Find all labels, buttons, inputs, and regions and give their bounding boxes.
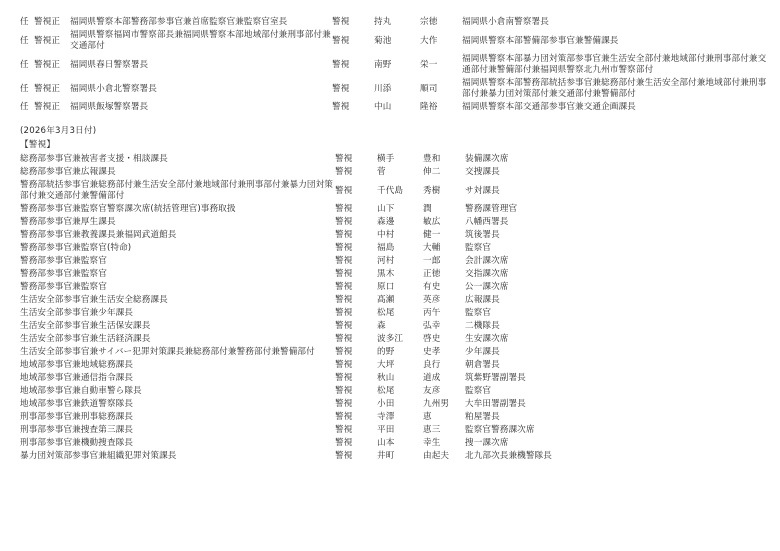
table-row [20,216,772,229]
cell-post-old: 筑後署長 [465,230,500,241]
cell-given-name: 順司 [420,83,438,94]
cell-post-old: 装備課次席 [465,154,509,165]
appointments-table [20,16,772,114]
cell-surname: 大坪 [377,360,395,371]
cell-rank: 警視 [335,399,353,410]
cell-given-name: 大輔 [423,243,441,254]
table-row [20,16,772,29]
cell-given-name: 正徳 [423,269,441,280]
cell-surname: 川添 [374,83,392,94]
cell-post-old: 少年課長 [465,347,500,358]
cell-rank-before: 警視正 [34,35,61,46]
cell-surname: 寺澤 [377,412,395,423]
cell-post-new: 生活安全部参事官兼生活安全総務課長 [20,295,168,306]
cell-rank: 警視 [335,243,353,254]
cell-given-name: 友彦 [423,386,441,397]
cell-rank: 警視 [335,282,353,293]
cell-given-name: 栄一 [420,59,438,70]
table-row [20,281,772,294]
table-row [20,229,772,242]
cell-surname: 山下 [377,204,395,215]
cell-given-name: 九州男 [423,399,450,410]
cell-rank: 警視 [335,425,353,436]
cell-given-name: 幸生 [423,438,441,449]
cell-post-new: 警務部参事官兼監察官 [20,256,107,267]
cell-surname: 千代島 [377,185,404,196]
cell-rank-before: 警視正 [34,59,61,70]
cell-post-new: 地域部参事官兼地域総務課長 [20,360,134,371]
cell-post-old: 二機隊長 [465,321,500,332]
cell-given-name: 良行 [423,360,441,371]
cell-post-after: 福岡県警察本部警務部統括参事官兼総務部付兼生活安全部付兼地域部付兼刑事部付兼暴力団対策部付兼交通部付兼警備部付 [462,78,767,99]
table-row [20,203,772,216]
cell-rank: 警視 [335,321,353,332]
cell-rank-after: 警視 [332,17,350,27]
cell-surname: 黒木 [377,269,395,280]
cell-post-after: 福岡県警察本部交通部参事官兼交通企画課長 [462,102,636,112]
cell-given-name: 恵 [423,412,432,423]
cell-post-old: 捜一課次席 [465,438,509,449]
table-row [20,333,772,346]
cell-post-old: 交捜課長 [465,167,500,178]
cell-given-name: 道成 [423,373,441,384]
cell-rank: 警視 [335,334,353,345]
cell-action: 任 [20,83,29,94]
table-row [20,255,772,268]
cell-surname: 菊池 [374,35,392,46]
cell-surname: 福島 [377,243,395,254]
cell-post-new: 警務部参事官兼教養課長兼福岡武道館長 [20,230,177,241]
cell-rank: 警視 [335,167,353,178]
cell-rank: 警視 [335,360,353,371]
effective-date-label: (2026年3月3日付) [20,126,97,136]
cell-surname: 南野 [374,59,392,70]
cell-post-old: 監察官 [465,308,492,319]
table-row [20,320,772,333]
cell-rank: 警視 [335,217,353,228]
cell-post-old: 交指課次席 [465,269,509,280]
cell-rank: 警視 [335,295,353,306]
cell-post-new: 警務部参事官兼監察官 [20,282,107,293]
cell-action: 任 [20,35,29,46]
cell-action: 任 [20,17,29,27]
cell-post-after: 福岡県小倉南警察署長 [462,17,549,27]
cell-post-new: 生活安全部参事官兼サイバー犯罪対策課長兼総務部付兼警務部付兼警備部付 [20,347,315,358]
rank-section-heading: 【警視】 [20,140,56,151]
cell-given-name: 一郎 [423,256,441,267]
cell-post-before: 福岡県警察福岡市警察部長兼福岡県警察本部地域部付兼刑事部付兼交通部付 [70,30,331,51]
cell-post-old: 監察官警務課次席 [465,425,535,436]
cell-rank: 警視 [335,386,353,397]
cell-post-before: 福岡県警察本部警務部参事官兼首席監察官兼監察官室長 [70,17,288,27]
cell-rank: 警視 [335,373,353,384]
cell-given-name: 敏広 [423,217,441,228]
cell-surname: 中山 [374,102,392,112]
promotions-table [20,153,772,463]
table-row [20,437,772,450]
cell-rank: 警視 [335,347,353,358]
cell-surname: 横手 [377,154,395,165]
cell-surname: 菅 [377,167,386,178]
cell-post-before: 福岡県小倉北警察署長 [70,83,157,94]
cell-post-new: 刑事部参事官兼機動捜査隊長 [20,438,134,449]
cell-given-name: 宗徳 [420,17,438,27]
cell-given-name: 丙午 [423,308,441,319]
cell-given-name: 由起夫 [423,451,450,462]
cell-rank-after: 警視 [332,102,350,112]
cell-given-name: 有史 [423,282,441,293]
cell-rank: 警視 [335,185,353,196]
cell-action: 任 [20,102,29,112]
cell-surname: 河村 [377,256,395,267]
cell-rank: 警視 [335,230,353,241]
cell-rank: 警視 [335,451,353,462]
cell-post-old: 会計課次席 [465,256,509,267]
cell-post-new: 生活安全部参事官兼生活経済課長 [20,334,151,345]
promotions-table-body [20,153,772,463]
cell-post-new: 警務部統括参事官兼総務部付兼生活安全部付兼地域部付兼刑事部付兼暴力団対策部付兼交通部付兼警備部付 [20,180,333,202]
cell-rank-before: 警視正 [34,102,61,112]
cell-post-new: 地域部参事官兼通信指令課長 [20,373,134,384]
table-row [20,101,772,114]
cell-surname: 森邊 [377,217,395,228]
cell-rank: 警視 [335,204,353,215]
cell-rank-after: 警視 [332,59,350,70]
cell-given-name: 啓史 [423,334,441,345]
cell-rank: 警視 [335,438,353,449]
cell-rank-before: 警視正 [34,83,61,94]
cell-surname: 平田 [377,425,395,436]
cell-surname: 森 [377,321,386,332]
cell-post-old: 北九部次長兼機警隊長 [465,451,552,462]
cell-post-after: 福岡県警察本部警備部参事官兼警備課長 [462,35,619,46]
cell-post-new: 刑事部参事官兼捜査第三課長 [20,425,134,436]
table-row [20,153,772,166]
cell-post-old: 広報課長 [465,295,500,306]
table-row [20,346,772,359]
table-row [20,29,772,53]
cell-surname: 中村 [377,230,395,241]
cell-post-old: サ対課長 [465,185,500,196]
cell-surname: 的野 [377,347,395,358]
table-row [20,359,772,372]
cell-post-old: 朝倉署長 [465,360,500,371]
cell-post-new: 警務部参事官兼厚生課長 [20,217,116,228]
cell-post-new: 警務部参事官兼監察官 [20,269,107,280]
cell-post-new: 刑事部参事官兼刑事総務課長 [20,412,134,423]
cell-action: 任 [20,59,29,70]
cell-given-name: 潤 [423,204,432,215]
cell-given-name: 豊和 [423,154,441,165]
table-row [20,166,772,179]
cell-post-new: 地域部参事官兼鉄道警察隊長 [20,399,134,410]
cell-given-name: 隆裕 [420,102,438,112]
cell-given-name: 秀樹 [423,185,441,196]
table-row [20,294,772,307]
cell-post-old: 八幡西署長 [465,217,509,228]
table-row [20,372,772,385]
cell-post-new: 地域部参事官兼自動車警ら隊長 [20,386,142,397]
cell-post-old: 大牟田署副署長 [465,399,526,410]
cell-given-name: 史孝 [423,347,441,358]
table-row [20,385,772,398]
cell-post-old: 粕屋署長 [465,412,500,423]
cell-surname: 髙瀬 [377,295,395,306]
cell-post-new: 暴力団対策部参事官兼組織犯罪対策課長 [20,451,177,462]
cell-post-new: 総務部参事官兼被害者支援・相談課長 [20,154,168,165]
cell-rank-before: 警視正 [34,17,61,27]
cell-given-name: 弘幸 [423,321,441,332]
cell-surname: 秋山 [377,373,395,384]
cell-rank: 警視 [335,269,353,280]
cell-post-after: 福岡県警察本部暴力団対策部参事官兼生活安全部付兼地域部付兼刑事部付兼交通部付兼警備部付兼福岡県警察北九州市警察部付 [462,54,767,75]
cell-given-name: 英彦 [423,295,441,306]
cell-surname: 松尾 [377,308,395,319]
cell-post-old: 生安課次席 [465,334,509,345]
table-row [20,424,772,437]
table-row [20,268,772,281]
cell-rank: 警視 [335,412,353,423]
cell-surname: 松尾 [377,386,395,397]
cell-post-before: 福岡県飯塚警察署長 [70,102,149,112]
cell-rank: 警視 [335,308,353,319]
table-row [20,179,772,203]
cell-surname: 持丸 [374,17,392,27]
table-row [20,398,772,411]
cell-given-name: 健一 [423,230,441,241]
cell-post-new: 生活安全部参事官兼生活保安課長 [20,321,151,332]
cell-surname: 山本 [377,438,395,449]
cell-post-new: 総務部参事官兼広報課長 [20,167,116,178]
table-row [20,53,772,77]
cell-rank-after: 警視 [332,35,350,46]
cell-surname: 小田 [377,399,395,410]
cell-post-old: 公一課次席 [465,282,509,293]
cell-post-before: 福岡県春日警察署長 [70,59,149,70]
cell-surname: 波多江 [377,334,404,345]
cell-post-old: 監察官 [465,243,492,254]
table-row [20,411,772,424]
cell-given-name: 恵三 [423,425,441,436]
cell-post-new: 生活安全部参事官兼少年課長 [20,308,134,319]
table-row [20,77,772,101]
cell-post-old: 監察官 [465,386,492,397]
cell-given-name: 伸二 [423,167,441,178]
cell-post-old: 筑紫野署副署長 [465,373,526,384]
cell-post-old: 警務課管理官 [465,204,518,215]
cell-surname: 原口 [377,282,395,293]
cell-rank: 警視 [335,256,353,267]
table-row [20,450,772,463]
cell-rank: 警視 [335,154,353,165]
appointments-table-body [20,16,772,114]
cell-post-new: 警務部参事官兼監察官警察課次席(統括管理官)事務取扱 [20,204,236,215]
cell-rank-after: 警視 [332,83,350,94]
cell-given-name: 大作 [420,35,438,46]
cell-surname: 井町 [377,451,395,462]
cell-post-new: 警務部参事官兼監察官(特命) [20,243,132,254]
table-row [20,242,772,255]
table-row [20,307,772,320]
